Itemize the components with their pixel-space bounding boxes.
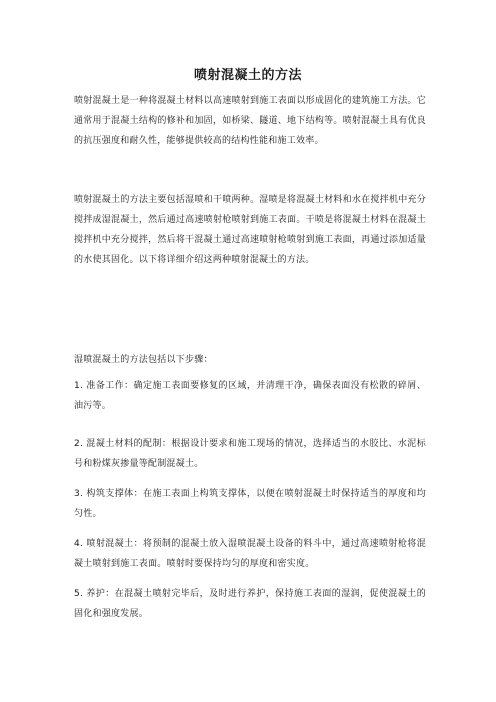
document-title: 喷射混凝土的方法: [193, 68, 302, 83]
intro-paragraph: 喷射混凝土是一种将混凝土材料以高速喷射到施工表面以形成固化的建筑施工方法。它通常用于混凝土结构的修补和加固，如桥梁、隧道、地下结构等。喷射混凝土具有优良的抗压强度和耐久性，能够提供较高的结构性能和施工效率。: [74, 96, 426, 146]
step-2: 2. 混凝土材料的配制：根据设计要求和施工现场的情况，选择适当的水胶比、水泥标号和粉煤灰掺量等配制混凝土。: [74, 439, 426, 469]
step-5: 5. 养护：在混凝土喷射完毕后，及时进行养护，保持施工表面的湿润，促使混凝土的固化和强度发展。: [74, 589, 426, 619]
step-1: 1. 准备工作：确定施工表面要修复的区域，并清理干净，确保表面没有松散的碎屑、油污等。: [74, 381, 426, 411]
wet-spray-heading: 湿喷混凝土的方法包括以下步骤：: [74, 355, 213, 365]
methods-paragraph: 喷射混凝土的方法主要包括湿喷和干喷两种。湿喷是将混凝土材料和水在搅拌机中充分搅拌成湿混凝土，然后通过高速喷射枪喷射到施工表面。干喷是将混凝土材料在混凝土搅拌机中充分搅拌，然后将干混凝土通过高速喷射枪喷射到施工表面，再通过添加适量的水使其固化。以下将详细介绍这两种喷射混凝土的方法。: [74, 195, 426, 265]
step-4: 4. 喷射混凝土：将预制的混凝土放入湿喷混凝土设备的料斗中，通过高速喷射枪将混凝土喷射到施工表面。喷射时要保持均匀的厚度和密实度。: [74, 539, 426, 569]
step-3: 3. 构筑支撑体：在施工表面上构筑支撑体，以便在喷射混凝土时保持适当的厚度和均匀性。: [74, 489, 426, 519]
